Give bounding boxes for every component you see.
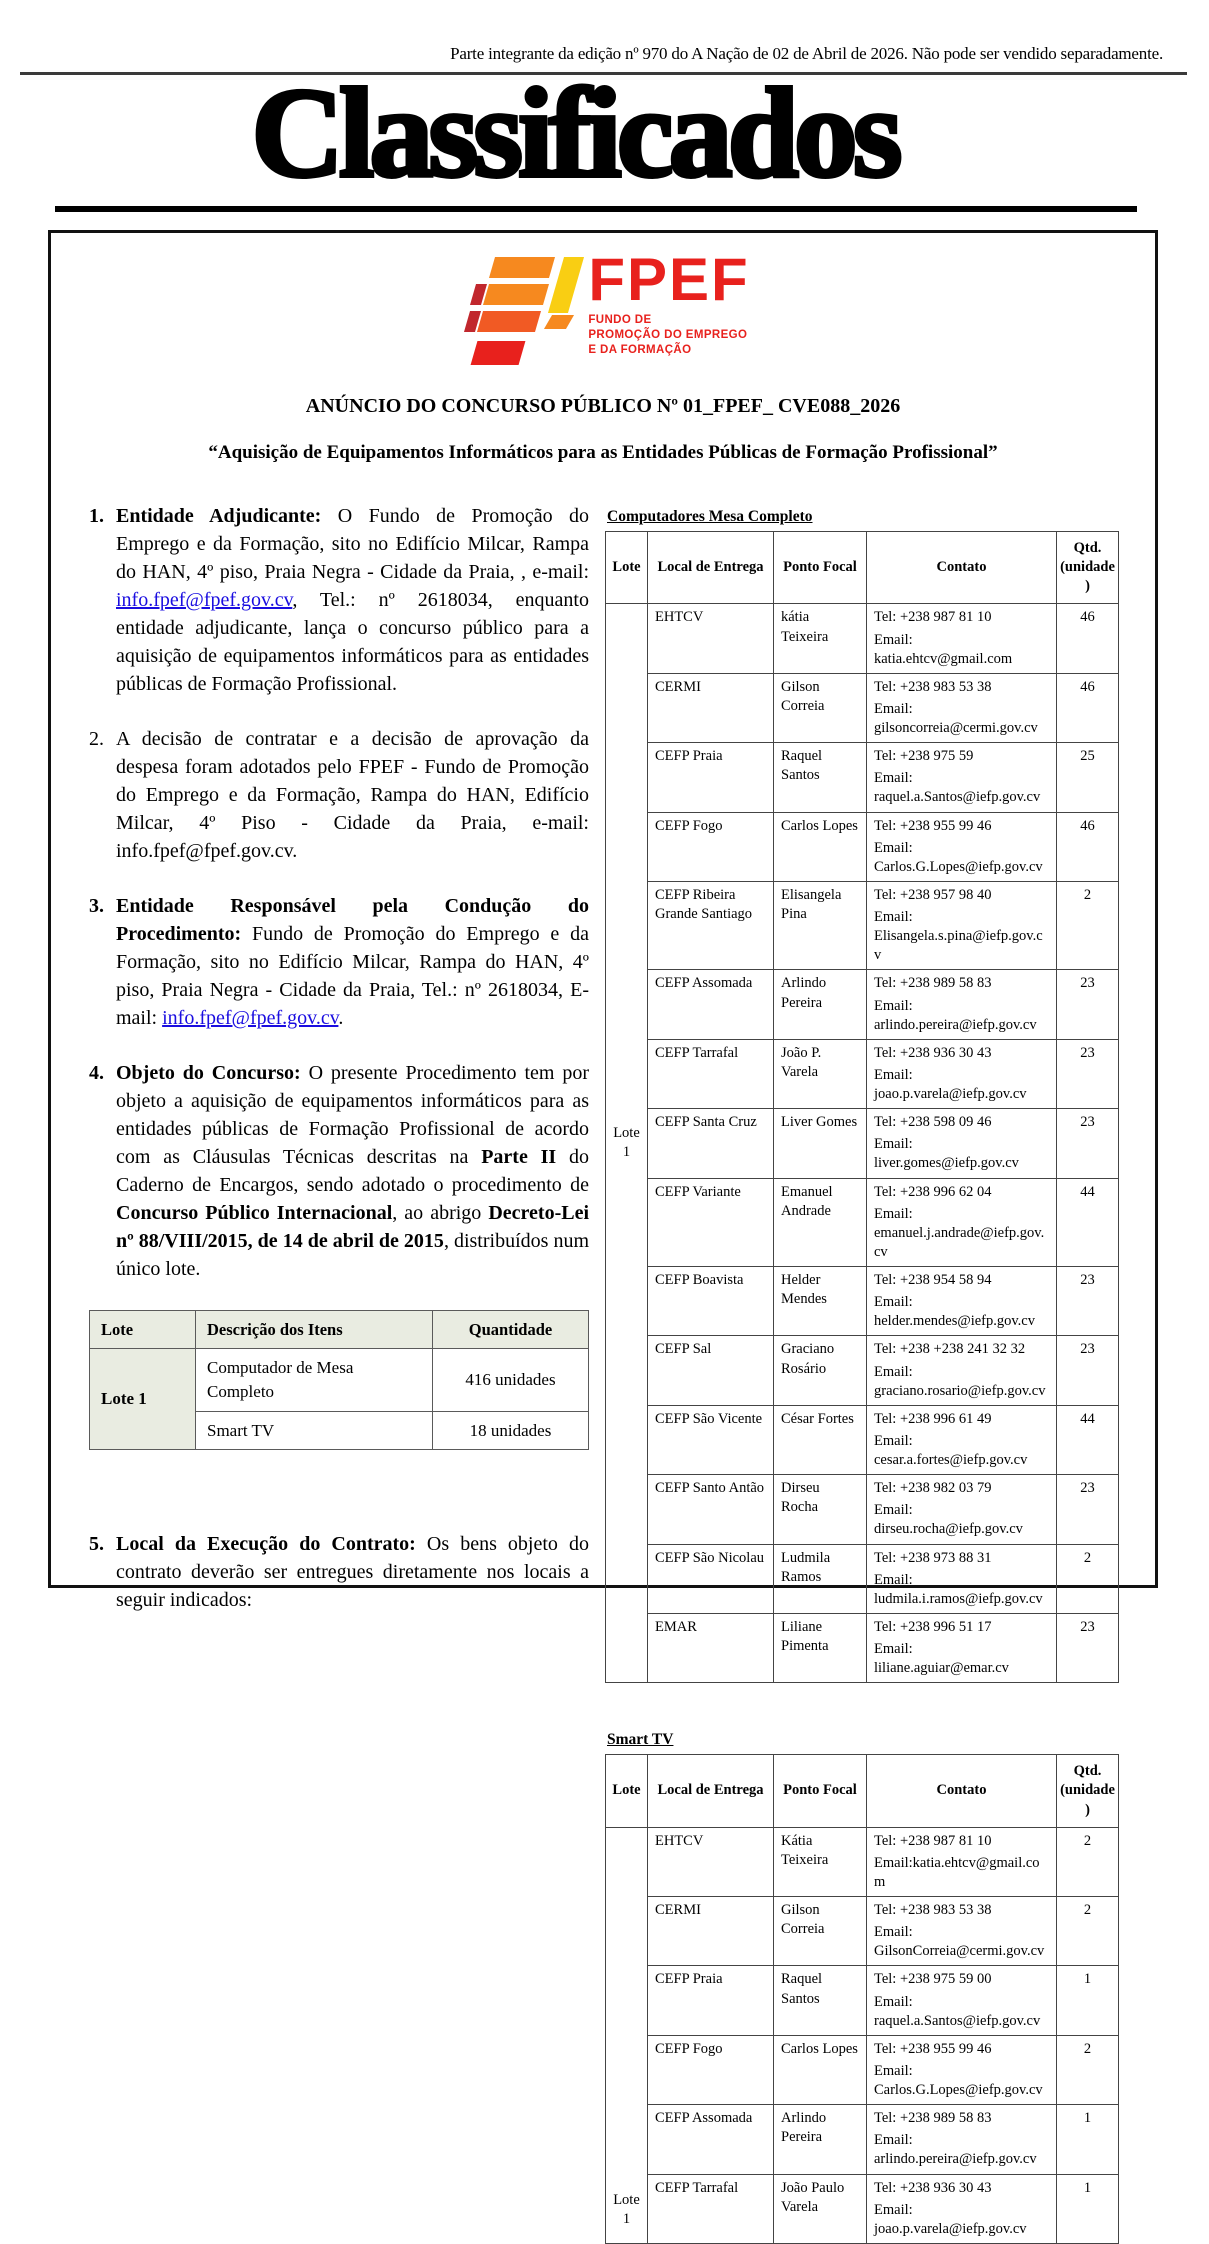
fpef-subtitle-line: FUNDO DE <box>588 314 652 326</box>
local-cell: CEFP Sal <box>648 1336 774 1405</box>
tel-line: Tel: +238 598 09 46 <box>874 1114 992 1131</box>
section-number: 4. <box>89 1062 104 1084</box>
item-cell: Computador de Mesa Completo <box>196 1349 433 1412</box>
header-qtd-line1: Qtd. <box>1073 1763 1102 1780</box>
contato-cell <box>867 604 1057 673</box>
section-1 <box>89 502 589 698</box>
email-line: Email: liver.gomes@iefp.gov.cv <box>874 1136 1019 1172</box>
table-row <box>90 1349 589 1412</box>
contato-cell <box>867 2105 1057 2174</box>
contato-cell <box>867 1405 1057 1474</box>
section-label: Entidade Adjudicante: <box>116 505 322 527</box>
table-row <box>606 2035 1119 2104</box>
local-cell: CEFP São Vicente <box>648 1405 774 1474</box>
tel-line: Tel: +238 987 81 10 <box>874 609 992 626</box>
ponto-focal-cell: César Fortes <box>774 1405 867 1474</box>
header-qtd <box>1057 1755 1119 1827</box>
section-number: 3. <box>89 895 104 917</box>
ponto-focal-cell: Carlos Lopes <box>774 812 867 881</box>
email-line: Email: joao.p.varela@iefp.gov.cv <box>874 2201 1027 2237</box>
qty-cell: 18 unidades <box>433 1411 589 1450</box>
contato-cell <box>867 1966 1057 2035</box>
lote-cell: Lote 1 <box>606 1827 648 2243</box>
qtd-cell: 44 <box>1057 1405 1119 1474</box>
section-text: Fundo de Promoção do Emprego e da Formação, sito no Edifício Milcar, Rampa do HAN, 4º piso, Praia Negra - Cidade da Praia, Tel.: nº 2618034, E-mail: <box>116 923 589 1029</box>
item-cell: Smart TV <box>196 1411 433 1450</box>
email-line: Email: Elisangela.s.pina@iefp.gov.cv <box>874 909 1043 964</box>
tel-line: Tel: +238 936 30 43 <box>874 1044 992 1061</box>
fpef-subtitle <box>588 313 749 358</box>
tel-line: Tel: +238 975 59 00 <box>874 1971 992 1988</box>
qtd-cell: 2 <box>1057 881 1119 970</box>
email-line: Email: raquel.a.Santos@iefp.gov.cv <box>874 770 1041 806</box>
section-text: , ao abrigo <box>392 1202 489 1224</box>
qtd-cell: 46 <box>1057 812 1119 881</box>
table-row <box>606 1178 1119 1267</box>
section-2 <box>89 725 589 865</box>
table-row <box>606 1613 1119 1682</box>
table-row <box>606 2174 1119 2243</box>
section-bold-text: Concurso Público Internacional <box>116 1202 393 1224</box>
section-text: , Tel.: nº 2618034, enquanto entidade adjudicante, lança o concurso público para a aquisição de equipamentos informáticos para as entidades públicas de Formação Profissional. <box>116 589 589 695</box>
masthead-divider <box>55 206 1137 212</box>
section-4 <box>89 1059 589 1283</box>
contato-cell <box>867 970 1057 1039</box>
computadores-table <box>605 531 1119 1683</box>
tel-line: Tel: +238 983 53 38 <box>874 1902 992 1918</box>
contato-cell <box>867 1475 1057 1544</box>
email-line: Email: cesar.a.fortes@iefp.gov.cv <box>874 1432 1028 1468</box>
contato-cell <box>867 1267 1057 1336</box>
qtd-cell: 23 <box>1057 1109 1119 1178</box>
local-cell: CEFP Ribeira Grande Santiago <box>648 881 774 970</box>
header-ponto: Ponto Focal <box>774 1755 867 1827</box>
table-row <box>606 1405 1119 1474</box>
contato-cell <box>867 1039 1057 1108</box>
header-local: Local de Entrega <box>648 1755 774 1827</box>
header-local: Local de Entrega <box>648 532 774 604</box>
ponto-focal-cell: Emanuel Andrade <box>774 1178 867 1267</box>
ponto-focal-cell: kátia Teixeira <box>774 604 867 673</box>
qtd-cell: 23 <box>1057 1039 1119 1108</box>
section-text: Os bens objeto do contrato deverão ser entregues diretamente nos locais a seguir indicados: <box>116 1533 589 1612</box>
section-3 <box>89 892 589 1032</box>
ponto-focal-cell: Arlindo Pereira <box>774 2105 867 2174</box>
table-header-row <box>606 1755 1119 1827</box>
table-row <box>606 1109 1119 1178</box>
ponto-focal-cell: Dirseu Rocha <box>774 1475 867 1544</box>
ponto-focal-cell: João P. Varela <box>774 1039 867 1108</box>
section-label: Objeto do Concurso: <box>116 1062 301 1084</box>
right-column <box>605 502 1117 2244</box>
tel-line: Tel: +238 936 30 43 <box>874 2179 992 2196</box>
local-cell: CEFP Fogo <box>648 812 774 881</box>
classified-ad-box <box>48 230 1158 2237</box>
tel-line: Tel: +238 975 59 <box>874 748 974 765</box>
contato-cell <box>867 743 1057 812</box>
ponto-focal-cell: Ludmila Ramos <box>774 1544 867 1613</box>
logo-bar-icon <box>471 341 526 365</box>
header-qtd <box>1057 532 1119 604</box>
table-row <box>606 673 1119 742</box>
contato-cell <box>867 1613 1057 1682</box>
announcement-title: ANÚNCIO DO CONCURSO PÚBLICO Nº 01_FPEF_ CVE088_2026 <box>305 395 901 417</box>
tel-line: Tel: +238 982 03 79 <box>874 1480 992 1497</box>
lots-header-lote: Lote <box>90 1311 196 1349</box>
ponto-focal-cell: Arlindo Pereira <box>774 970 867 1039</box>
tel-line: Tel: +238 983 53 38 <box>874 678 992 695</box>
email-line: Email: gilsoncorreia@cermi.gov.cv <box>874 700 1038 736</box>
local-cell: CERMI <box>648 1897 774 1966</box>
lots-header-descricao: Descrição dos Itens <box>196 1311 433 1349</box>
email-line: Email: arlindo.pereira@iefp.gov.cv <box>874 997 1037 1033</box>
qtd-cell: 23 <box>1057 1613 1119 1682</box>
table-row <box>606 2105 1119 2174</box>
edition-notice: Parte integrante da edição nº 970 do A Nação de 02 de Abril de 2026. Não pode ser vendido separadamente. <box>450 44 1163 63</box>
contato-cell <box>867 2035 1057 2104</box>
section-text: O presente Procedimento tem por objeto a aquisição de equipamentos informáticos para as entidades públicas de Formação Profissional de acordo com as Cláusulas Técnicas descritas na <box>116 1062 589 1168</box>
qtd-cell: 23 <box>1057 970 1119 1039</box>
qtd-cell: 2 <box>1057 2035 1119 2104</box>
section-label: Local da Execução do Contrato: <box>116 1533 416 1556</box>
fpef-logo-icon <box>456 251 574 369</box>
fpef-acronym: FPEF <box>588 246 750 313</box>
table-row <box>606 812 1119 881</box>
local-cell: CEFP São Nicolau <box>648 1544 774 1613</box>
table-row <box>606 1267 1119 1336</box>
header-lote: Lote <box>606 1755 648 1827</box>
section-text: . <box>338 1007 344 1029</box>
qtd-cell: 1 <box>1057 1966 1119 2035</box>
left-column <box>89 502 589 2244</box>
fpef-subtitle-line: PROMOÇÃO DO EMPREGO <box>588 328 748 341</box>
ponto-focal-cell: Gilson Correia <box>774 673 867 742</box>
header-contato: Contato <box>867 1755 1057 1827</box>
local-cell: CEFP Tarrafal <box>648 1039 774 1108</box>
qtd-cell: 44 <box>1057 1178 1119 1267</box>
header-contato: Contato <box>867 532 1057 604</box>
fpef-logo <box>51 246 1155 369</box>
smart-tv-table <box>605 1754 1119 2244</box>
contato-cell <box>867 1544 1057 1613</box>
email-line: Email: dirseu.rocha@iefp.gov.cv <box>874 1502 1023 1538</box>
section-text: O Fundo de Promoção do Emprego e da Formação, sito no Edifício Milcar, Rampa do HAN, 4º piso, Praia Negra - Cidade da Praia, , e-mail: <box>116 505 589 583</box>
qtd-cell: 1 <box>1057 2174 1119 2243</box>
table-row <box>606 970 1119 1039</box>
contato-cell <box>867 1178 1057 1267</box>
masthead-title: Classificados <box>251 62 898 204</box>
fpef-subtitle-line: E DA FORMAÇÃO <box>588 343 692 356</box>
lote-cell: Lote 1 <box>90 1349 196 1450</box>
header-qtd-line1: Qtd. <box>1073 540 1102 556</box>
logo-beam-icon <box>548 257 584 313</box>
qtd-cell: 23 <box>1057 1336 1119 1405</box>
section-5 <box>89 1530 589 1614</box>
local-cell: CEFP Variante <box>648 1178 774 1267</box>
local-cell: CEFP Boavista <box>648 1267 774 1336</box>
ponto-focal-cell: João Paulo Varela <box>774 2174 867 2243</box>
table-row <box>606 881 1119 970</box>
tel-line: Tel: +238 +238 241 32 32 <box>874 1341 1026 1358</box>
email-line: Email: arlindo.pereira@iefp.gov.cv <box>874 2132 1037 2168</box>
lote-cell: Lote 1 <box>606 604 648 1683</box>
contato-cell <box>867 2174 1057 2243</box>
ponto-focal-cell: Liver Gomes <box>774 1109 867 1178</box>
ponto-focal-cell: Liliane Pimenta <box>774 1613 867 1682</box>
ponto-focal-cell: Raquel Santos <box>774 1966 867 2035</box>
table-row <box>606 743 1119 812</box>
ponto-focal-cell: Raquel Santos <box>774 743 867 812</box>
lots-header-quantidade: Quantidade <box>433 1311 589 1349</box>
local-cell: CERMI <box>648 673 774 742</box>
contato-cell <box>867 1897 1057 1966</box>
logo-bar-icon <box>489 257 555 278</box>
email-line: Email: helder.mendes@iefp.gov.cv <box>874 1294 1035 1330</box>
section-bold-text: Parte II <box>481 1146 557 1168</box>
qtd-cell: 46 <box>1057 604 1119 673</box>
email-line: Email: joao.p.varela@iefp.gov.cv <box>874 1066 1027 1102</box>
local-cell: CEFP Fogo <box>648 2035 774 2104</box>
contato-cell <box>867 881 1057 970</box>
section-number: 5. <box>89 1533 104 1556</box>
section-text: do Caderno de Encargos, sendo adotado o procedimento de <box>116 1146 589 1196</box>
local-cell: CEFP Assomada <box>648 970 774 1039</box>
contato-cell <box>867 673 1057 742</box>
email-line: Email: raquel.a.Santos@iefp.gov.cv <box>874 1993 1041 2029</box>
table-row <box>606 1336 1119 1405</box>
table-header-row <box>90 1311 589 1349</box>
local-cell: CEFP Praia <box>648 743 774 812</box>
contato-cell <box>867 812 1057 881</box>
fpef-logo-text <box>588 246 750 358</box>
section-bold-text: Decreto-Lei nº 88/VIII/2015, de 14 de abril de 2015 <box>116 1202 589 1252</box>
tel-line: Tel: +238 955 99 46 <box>874 2040 992 2057</box>
tel-line: Tel: +238 996 51 17 <box>874 1618 992 1635</box>
email-line: Email: katia.ehtcv@gmail.com <box>874 631 1013 667</box>
email-line: Email: Carlos.G.Lopes@iefp.gov.cv <box>874 2062 1043 2098</box>
header-qtd-line2: (unidade) <box>1060 1782 1115 1818</box>
ponto-focal-cell: Carlos Lopes <box>774 2035 867 2104</box>
table-row <box>606 1475 1119 1544</box>
logo-bar-icon <box>477 311 541 332</box>
email-line: Email:katia.ehtcv@gmail.com <box>874 1854 1040 1890</box>
email-line: Email: GilsonCorreia@cermi.gov.cv <box>874 1924 1045 1960</box>
ponto-focal-cell: Kátia Teixeira <box>774 1827 867 1896</box>
local-cell: EMAR <box>648 1613 774 1682</box>
email-link[interactable]: info.fpef@fpef.gov.cv <box>116 589 293 611</box>
ponto-focal-cell: Gilson Correia <box>774 1897 867 1966</box>
tel-line: Tel: +238 989 58 83 <box>874 2110 992 2127</box>
ponto-focal-cell: Helder Mendes <box>774 1267 867 1336</box>
contato-cell <box>867 1109 1057 1178</box>
qty-cell: 416 unidades <box>433 1349 589 1412</box>
table-header-row <box>606 532 1119 604</box>
email-line: Email: Carlos.G.Lopes@iefp.gov.cv <box>874 839 1043 875</box>
contato-cell <box>867 1336 1057 1405</box>
contato-cell <box>867 1827 1057 1896</box>
qtd-cell: 23 <box>1057 1475 1119 1544</box>
section-label: Entidade Responsável pela Condução do Procedimento: <box>116 895 589 945</box>
tel-line: Tel: +238 996 62 04 <box>874 1183 992 1200</box>
tel-line: Tel: +238 957 98 40 <box>874 886 992 903</box>
table-row <box>606 1544 1119 1613</box>
email-line: Email: graciano.rosario@iefp.gov.cv <box>874 1363 1046 1399</box>
email-link[interactable]: info.fpef@fpef.gov.cv <box>162 1007 339 1029</box>
header-ponto: Ponto Focal <box>774 532 867 604</box>
section-number: 2. <box>89 728 104 750</box>
smart-tv-table-title: Smart TV <box>607 1731 674 1749</box>
local-cell: EHTCV <box>648 604 774 673</box>
qtd-cell: 46 <box>1057 673 1119 742</box>
header-lote: Lote <box>606 532 648 604</box>
lots-summary-table <box>89 1310 589 1450</box>
tel-line: Tel: +238 989 58 83 <box>874 975 992 992</box>
qtd-cell: 2 <box>1057 1827 1119 1896</box>
tel-line: Tel: +238 954 58 94 <box>874 1272 992 1288</box>
table-row <box>606 1966 1119 2035</box>
computadores-table-title: Computadores Mesa Completo <box>607 508 813 525</box>
qtd-cell: 1 <box>1057 2105 1119 2174</box>
qtd-cell: 23 <box>1057 1267 1119 1336</box>
email-line: Email: emanuel.j.andrade@iefp.gov.cv <box>874 1205 1045 1260</box>
local-cell: CEFP Santa Cruz <box>648 1109 774 1178</box>
local-cell: CEFP Praia <box>648 1966 774 2035</box>
email-line: Email: liliane.aguiar@emar.cv <box>874 1641 1009 1677</box>
section-number: 1. <box>89 505 104 527</box>
local-cell: CEFP Tarrafal <box>648 2174 774 2243</box>
table-row <box>606 1897 1119 1966</box>
tel-line: Tel: +238 973 88 31 <box>874 1549 992 1566</box>
tel-line: Tel: +238 996 61 49 <box>874 1410 992 1427</box>
logo-diagonal-icon <box>544 315 574 329</box>
logo-bar-icon <box>483 284 549 305</box>
qtd-cell: 25 <box>1057 743 1119 812</box>
ponto-focal-cell: Graciano Rosário <box>774 1336 867 1405</box>
section-text: , distribuídos num único lote. <box>116 1230 589 1280</box>
table-row <box>606 1827 1119 1896</box>
announcement-subtitle: “Aquisição de Equipamentos Informáticos para as Entidades Públicas de Formação Profissional” <box>208 442 998 463</box>
local-cell: CEFP Assomada <box>648 2105 774 2174</box>
header-qtd-line2: (unidade) <box>1060 559 1115 595</box>
qtd-cell: 2 <box>1057 1544 1119 1613</box>
qtd-cell: 2 <box>1057 1897 1119 1966</box>
content-columns <box>51 502 1155 2244</box>
local-cell: EHTCV <box>648 1827 774 1896</box>
ponto-focal-cell: Elisangela Pina <box>774 881 867 970</box>
tel-line: Tel: +238 987 81 10 <box>874 1832 992 1849</box>
local-cell: CEFP Santo Antão <box>648 1475 774 1544</box>
section-text: A decisão de contratar e a decisão de aprovação da despesa foram adotados pelo FPEF - Fundo de Promoção do Emprego e da Formação, Rampa do HAN, Edifício Milcar, 4º Piso - Cidade da Praia, e-mail: info.fpef@fpef.gov.cv. <box>116 728 589 862</box>
email-line: Email: ludmila.i.ramos@iefp.gov.cv <box>874 1571 1043 1607</box>
table-row <box>606 1039 1119 1108</box>
tel-line: Tel: +238 955 99 46 <box>874 817 992 834</box>
table-row <box>606 604 1119 673</box>
